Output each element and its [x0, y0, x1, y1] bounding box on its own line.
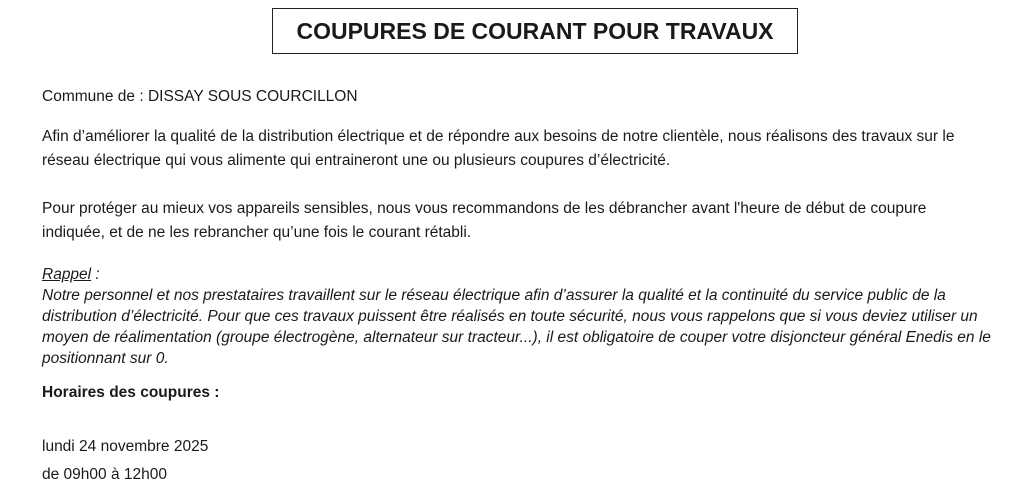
title-box: [272, 8, 798, 54]
page-title: COUPURES DE COURANT POUR TRAVAUX: [296, 17, 774, 44]
intro-paragraph: Afin d’améliorer la qualité de la distribution électrique et de répondre aux besoins de notre clientèle, nous réalisons des travaux sur le réseau électrique qui vous alimente qui entraineront une ou plusieurs coupures d’électricité.: [42, 128, 955, 169]
rappel-label: Rappel: [42, 266, 92, 283]
schedule-time: de 09h00 à 12h00: [42, 466, 167, 483]
rappel-text: Notre personnel et nos prestataires travaillent sur le réseau électrique afin d’assurer la qualité et la continuité du service public de la distribution d’électricité. Pour que ces travaux puissent être réalisés en toute sécurité, nous vous rappelons que si vous deviez utiliser un moyen de réalimentation (groupe électrogène, alternateur sur tracteur...), il est obligatoire de couper votre disjoncteur général Enedis en le positionnant sur 0.: [42, 287, 991, 367]
schedule-date: lundi 24 novembre 2025: [42, 438, 209, 455]
rappel-heading: [42, 264, 1002, 285]
rappel-section: [42, 264, 1002, 369]
schedule-heading: Horaires des coupures :: [42, 384, 220, 401]
rappel-suffix: :: [91, 266, 100, 283]
advice-paragraph: Pour protéger au mieux vos appareils sensibles, nous vous recommandons de les débrancher avant l'heure de début de coupure indiquée, et de ne les rebrancher qu’une fois le courant rétabli.: [42, 200, 927, 241]
commune-line: Commune de : DISSAY SOUS COURCILLON: [42, 88, 358, 105]
